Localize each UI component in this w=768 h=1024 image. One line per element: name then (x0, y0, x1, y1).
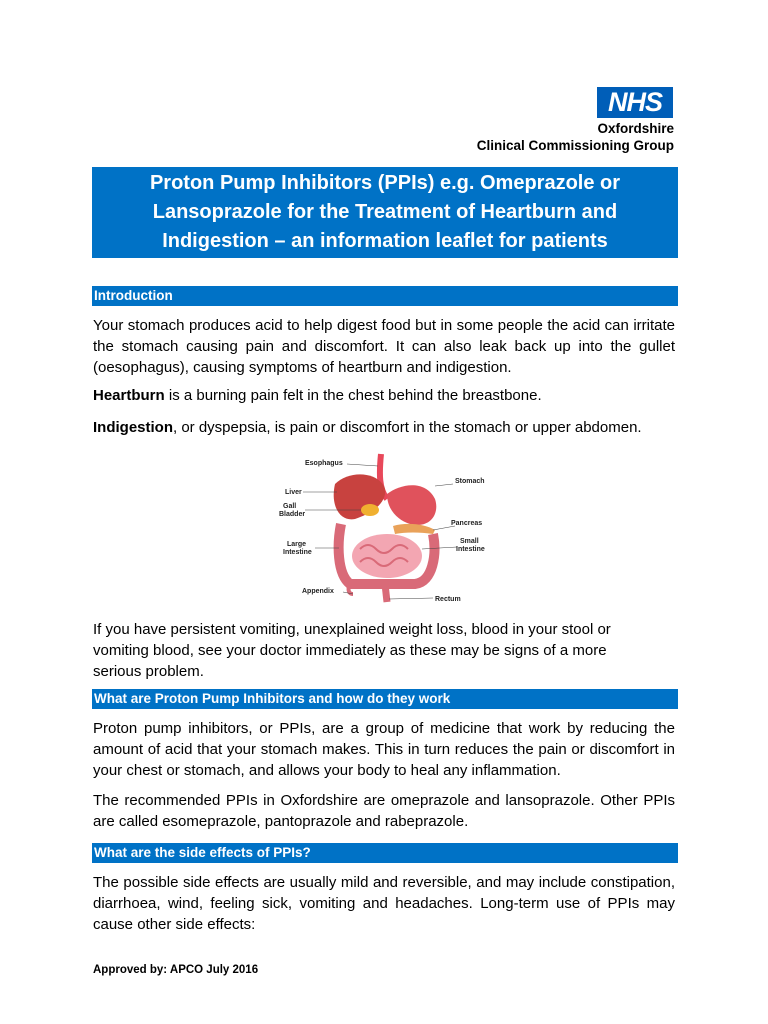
label-gall-bladder-2: Bladder (279, 511, 306, 518)
label-appendix: Appendix (302, 588, 334, 595)
approval-footer: Approved by: APCO July 2016 (93, 964, 259, 976)
warning-paragraph: If you have persistent vomiting, unexplained weight loss, blood in your stool or vomiting blood, see your doctor immediately as these may be signs of a more serious problem. (93, 621, 611, 680)
gall-bladder-shape (361, 504, 379, 516)
label-stomach: Stomach (455, 478, 485, 485)
indigestion-definition (93, 417, 675, 438)
rectum-shape (385, 584, 387, 602)
heartburn-text: is a burning pain felt in the chest behind the breastbone. (164, 387, 542, 404)
nhs-logo: NHS (597, 87, 673, 118)
pancreas-shape (393, 524, 435, 534)
indigestion-text: , or dyspepsia, is pain or discomfort in the stomach or upper abdomen. (173, 419, 642, 436)
heartburn-definition (93, 385, 675, 406)
label-large-intestine-2: Intestine (283, 549, 312, 556)
label-large-intestine-1: Large (287, 541, 307, 548)
stomach-shape (387, 485, 436, 525)
org-subtitle: Clinical Commissioning Group (476, 138, 674, 153)
section-heading-introduction: Introduction (92, 286, 678, 306)
label-gall-bladder-1: Gall (283, 503, 297, 510)
label-liver: Liver (285, 489, 302, 496)
document-title-banner (92, 167, 678, 258)
indigestion-term: Indigestion (93, 419, 173, 436)
section-heading-ppis: What are Proton Pump Inhibitors and how do they work (92, 689, 678, 709)
ppis-paragraph-2: The recommended PPIs in Oxfordshire are omeprazole and lansoprazole. Other PPIs are called esomeprazole, pantoprazole and rabeprazole. (93, 792, 675, 830)
label-rectum: Rectum (435, 596, 461, 603)
heartburn-term: Heartburn (93, 387, 165, 404)
section-heading-side-effects: What are the side effects of PPIs? (92, 843, 678, 863)
label-small-intestine-2: Intestine (456, 546, 485, 553)
ppis-paragraph-1: Proton pump inhibitors, or PPIs, are a group of medicine that work by reducing the amount of acid that your stomach makes. This in turn reduces the pain or discomfort in your chest or stomach, and allows your body to heal any inflammation. (93, 720, 675, 779)
label-pancreas: Pancreas (451, 520, 483, 527)
org-name: Oxfordshire (597, 121, 674, 136)
digestive-system-diagram (275, 444, 525, 609)
document-title: Proton Pump Inhibitors (PPIs) e.g. Omeprazole or Lansoprazole for the Treatment of Heartburn and Indigestion – an information leaflet for patients (149, 172, 621, 252)
small-intestine-shape (352, 534, 422, 578)
label-small-intestine-1: Small (460, 538, 479, 545)
side-effects-paragraph: The possible side effects are usually mild and reversible, and may include constipation, diarrhoea, wind, feeling sick, vomiting and headaches. Long-term use of PPIs may cause other side effects: (93, 874, 675, 933)
intro-paragraph: Your stomach produces acid to help digest food but in some people the acid can irritate the stomach causing pain and discomfort. It can also leak back up into the gullet (oesophagus), causing symptoms of heartburn and indigestion. (93, 317, 675, 376)
label-esophagus: Esophagus (305, 460, 343, 467)
